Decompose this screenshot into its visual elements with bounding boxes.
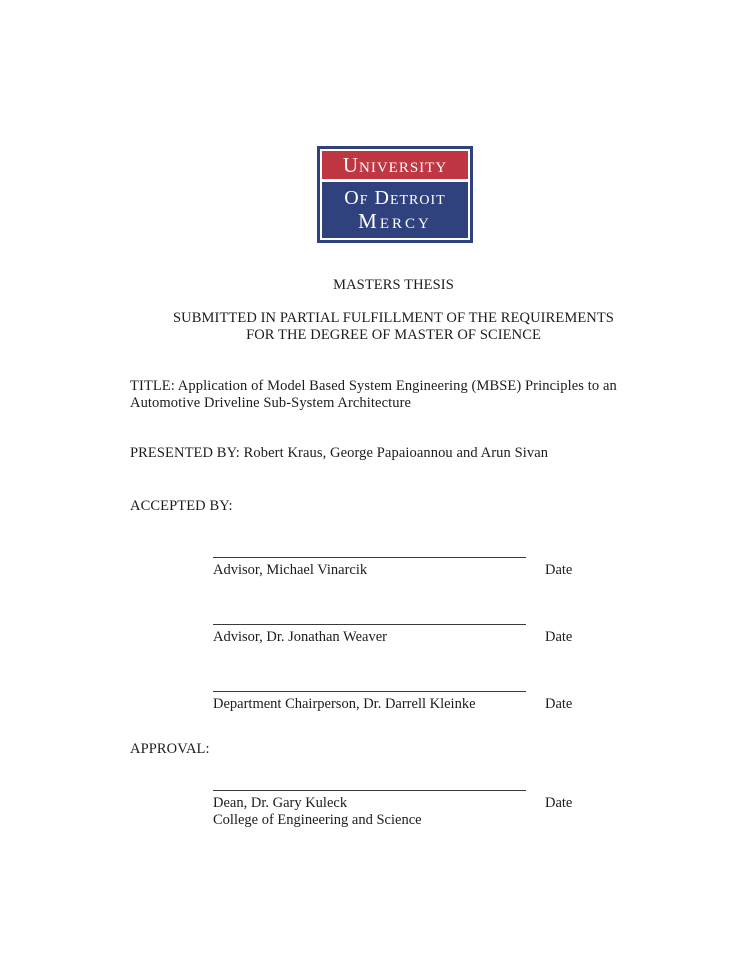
submitted-statement: [130, 310, 657, 344]
logo-band-of-detroit-mercy: [322, 182, 468, 238]
signature-row-department-chairperson: [213, 691, 656, 713]
accepted-by-label: ACCEPTED BY:: [130, 498, 233, 514]
date-label: Date: [545, 629, 573, 645]
thesis-title: TITLE: Application of Model Based System Engineering (MBSE) Principles to an Automotive Driveline Sub-System Architecture: [130, 378, 617, 411]
masters-thesis-heading: MASTERS THESIS: [333, 277, 454, 293]
logo-line-mercy: Mercy: [358, 209, 432, 233]
signature-label: Dean, Dr. Gary Kuleck: [213, 795, 348, 811]
signature-row-advisor-vinarcik: [213, 557, 656, 579]
approval-label: APPROVAL:: [130, 741, 210, 757]
date-label: Date: [545, 795, 573, 811]
signature-sublabel: College of Engineering and Science: [213, 811, 422, 828]
logo-line-of-detroit: Of Detroit: [344, 187, 446, 209]
date-label: Date: [545, 562, 573, 578]
signature-row-advisor-weaver: [213, 624, 656, 646]
signature-line: [213, 624, 526, 646]
signature-line: [213, 557, 526, 579]
signature-label: Department Chairperson, Dr. Darrell Kleinke: [213, 696, 476, 712]
signature-line: [213, 790, 526, 828]
logo-line-university: University: [342, 152, 448, 177]
signature-label: Advisor, Michael Vinarcik: [213, 562, 368, 578]
signature-row-dean: [213, 790, 656, 828]
signature-line: [213, 691, 526, 713]
university-of-detroit-mercy-logo: [317, 146, 473, 243]
logo-inner-frame: [320, 149, 470, 240]
signature-label: Advisor, Dr. Jonathan Weaver: [213, 629, 387, 645]
date-label: Date: [545, 696, 573, 712]
logo-band-university: [322, 151, 468, 179]
presented-by-line: PRESENTED BY: Robert Kraus, George Papaioannou and Arun Sivan: [130, 445, 549, 461]
submitted-line-1: SUBMITTED IN PARTIAL FULFILLMENT OF THE REQUIREMENTS: [173, 310, 614, 326]
submitted-line-2: FOR THE DEGREE OF MASTER OF SCIENCE: [246, 327, 541, 343]
